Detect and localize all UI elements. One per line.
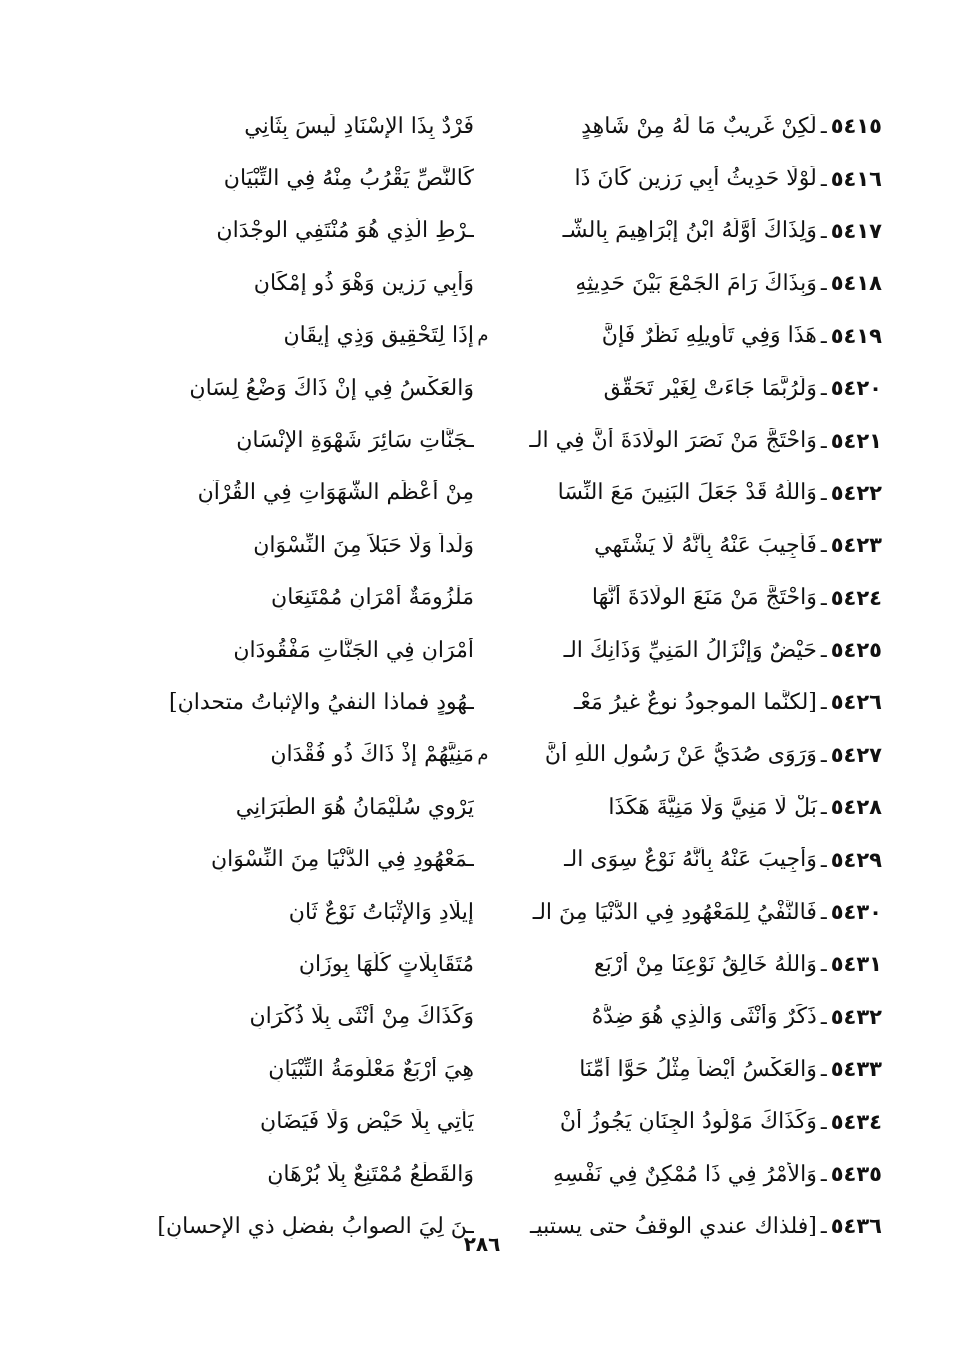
second-hemistich: وَالعَكْسُ فِي إِنْ ذَاكَ وَضْعُ لِسَانِ — [189, 375, 474, 401]
verse-separator: ـ — [820, 166, 827, 191]
first-hemistich — [492, 218, 882, 243]
verse-separator: ـ — [820, 900, 827, 925]
verse-separator: ـ — [820, 428, 827, 453]
verse-line — [82, 100, 882, 152]
first-hemistich-text: لَكِنْ غَرِيبٌ مَا لَهُ مِنْ شَاهِدٍ — [581, 113, 817, 139]
verse-number: ٥٤٢٠ — [830, 376, 882, 401]
first-hemistich-text: بَلْ لَا مَنِيَّ وَلَا مَنِيَّةَ هَكَذَا — [608, 794, 817, 820]
first-hemistich-text: فَأُجِيبَ عَنْهُ بِأَنَّهُ لَا يَشْتَهِي — [594, 532, 817, 558]
first-hemistich — [492, 1004, 882, 1029]
verse-number: ٥٤٢٢ — [830, 480, 882, 505]
verse-number: ٥٤٢٦ — [830, 690, 882, 715]
first-hemistich — [492, 114, 882, 139]
first-hemistich — [492, 585, 882, 610]
first-hemistich — [492, 428, 882, 453]
first-hemistich — [492, 376, 882, 401]
first-hemistich — [492, 952, 882, 977]
first-hemistich-text: وَالأَمْرُ فِي ذَا مُمْكِنٌ فِي نَفْسِهِ — [552, 1161, 817, 1187]
verse-number: ٥٤٣٥ — [830, 1162, 882, 1186]
verse-number: ٥٤٣٦ — [830, 1214, 882, 1239]
verse-line — [82, 624, 882, 676]
second-hemistich: إِذَا لِتَحْقِيقٍ وَذِي إِيقَانِ — [283, 323, 474, 349]
verse-number: ٥٤٣٢ — [830, 1004, 882, 1029]
verse-number: ٥٤٣٠ — [830, 900, 882, 925]
first-hemistich-text: وَلِذَاكَ أَوَّلَهُ ابْنُ إِبْرَاهِيمَ بِالشَّـ — [562, 218, 817, 244]
verse-separator: ـ — [820, 323, 827, 348]
verse-separator: ـ — [820, 114, 827, 139]
verse-line — [82, 781, 882, 833]
verse-line — [82, 886, 882, 938]
second-hemistich: ـنَ لِيَ الصوابُ بفضلِ ذي الإحسانِ] — [157, 1213, 474, 1239]
first-hemistich — [492, 271, 882, 296]
verse-mark: م — [477, 325, 489, 347]
verse-separator: ـ — [820, 638, 827, 663]
first-hemistich — [492, 847, 882, 872]
second-hemistich: مُتَقَابِلَاتٍ كُلُّهَا بِوِزَانِ — [298, 951, 474, 977]
verse-separator: ـ — [820, 795, 827, 820]
first-hemistich-text: [لكنَّما الموجودُ نوعٌ غيرُ مَعْـ — [573, 689, 817, 715]
second-hemistich: يَرْوِي سُلَيْمَانُ هُوَ الطَّبَرَانِي — [235, 794, 474, 820]
first-hemistich-text: ذَكَرٌ وَأُنْثَى وَالَّذِي هُوَ ضِدُّهُ — [591, 1004, 817, 1030]
first-hemistich-text: حَيْضٌ وَإِنْزَالُ المَنِيِّ وَذَانِكَ الـ — [563, 637, 817, 663]
verse-number: ٥٤١٧ — [830, 218, 882, 243]
verse-line — [82, 467, 882, 519]
first-hemistich-text: فَالنَّفْيُ لِلمَعْهُودِ فِي الدُّنْيَا مِنَ الـ — [532, 899, 817, 925]
second-hemistich: إِيلَادِ وَالإِثْبَاتُ نَوْعٌ ثَانِ — [288, 899, 474, 925]
verse-line — [82, 938, 882, 990]
verse-number: ٥٤١٩ — [830, 323, 882, 348]
first-hemistich — [492, 1057, 882, 1082]
verse-line — [82, 152, 882, 204]
verse-separator: ـ — [820, 742, 827, 767]
verse-separator: ـ — [820, 952, 827, 977]
verse-separator: ـ — [820, 1109, 827, 1134]
second-hemistich: مَنِيَّهُمْ إِذْ ذَاكَ ذُو فُقْدَانِ — [270, 742, 474, 768]
verse-line — [82, 572, 882, 624]
verse-separator: ـ — [820, 1004, 827, 1029]
verse-separator: ـ — [820, 218, 827, 243]
first-hemistich — [492, 742, 882, 767]
verse-number: ٥٤١٦ — [830, 166, 882, 191]
first-hemistich-text: [فلذاك عندي الوقفُ حتى يستبيـ — [530, 1213, 817, 1239]
first-hemistich — [492, 638, 882, 663]
verse-mark: م — [477, 744, 489, 766]
first-hemistich-text: وَأُجِيبَ عَنْهُ بِأَنَّهُ نَوْعٌ سِوَى الـ — [564, 847, 817, 873]
verse-line — [82, 257, 882, 309]
verse-number: ٥٤٣٤ — [830, 1109, 882, 1134]
verse-separator: ـ — [820, 271, 827, 296]
second-hemistich: فَرْدٌ بِذَا الإِسْنَادِ لَيسَ بِثَانِي — [244, 113, 474, 139]
second-hemistich: ـمَعْهُودِ فِي الدُّنْيَا مِنَ النِّسْوَانِ — [211, 847, 474, 873]
verse-separator: ـ — [820, 847, 827, 872]
verse-number: ٥٤٢٩ — [830, 847, 882, 872]
verse-line — [82, 1095, 882, 1147]
verse-separator: ـ — [820, 585, 827, 610]
second-hemistich: أَمْرَانِ فِي الجَنَّاتِ مَفْقُودَانِ — [233, 637, 474, 663]
first-hemistich — [492, 1162, 882, 1187]
verse-line — [82, 729, 882, 781]
first-hemistich-text: وَالعَكْسُ أَيْضاً مِثْلُ حَوَّا أُمِّنَا — [579, 1056, 817, 1082]
first-hemistich-text: وَبِذَاكَ رَامَ الجَمْعَ بَيْنَ حَدِيثِهِ — [575, 270, 817, 296]
verse-number: ٥٤١٨ — [830, 271, 882, 296]
verse-separator: ـ — [820, 376, 827, 401]
first-hemistich — [492, 166, 882, 191]
first-hemistich-text: وَكَذَاكَ مَوْلُودُ الجِنَانِ يَجُوزُ أَنْ — [559, 1109, 817, 1135]
second-hemistich: ـرْطِ الَّذِي هُوَ مُنْتَفِي الوِجْدَانِ — [216, 218, 474, 244]
first-hemistich — [492, 480, 882, 505]
second-hemistich: وَكَذَاكَ مِنْ أُنْثَى بِلَا ذُكْرَانِ — [249, 1004, 474, 1030]
first-hemistich-text: وَلَرُبَّمَا جَاءَتْ لِغَيْرِ تَحَقُّقٍ — [603, 375, 817, 401]
verse-line — [82, 362, 882, 414]
second-hemistich: ـهُودٍ فماذا النفيُ والإثباتُ متحدانِ] — [169, 689, 474, 715]
first-hemistich — [492, 795, 882, 820]
second-hemistich: وَالقَطْعُ مُمْتَنِعٌ بِلَا بُرْهَانِ — [267, 1161, 474, 1187]
verse-number: ٥٤٢٤ — [830, 585, 882, 610]
second-hemistich: كَالنَّصِّ يَقْرُبُ مِنْهُ فِي التِّبْيَانِ — [223, 166, 474, 192]
first-hemistich — [492, 533, 882, 558]
verse-number: ٥٤٣٣ — [830, 1057, 882, 1082]
second-hemistich: ـجَنَّاتِ سَائِرَ شَهْوَةِ الإِنْسَانِ — [236, 428, 474, 454]
verse-line — [82, 414, 882, 466]
first-hemistich — [492, 1109, 882, 1134]
verse-line — [82, 991, 882, 1043]
verse-line — [82, 1148, 882, 1200]
first-hemistich — [492, 323, 882, 348]
verse-number: ٥٤٢٧ — [830, 742, 882, 767]
verse-separator: ـ — [820, 533, 827, 558]
poem-verses — [82, 100, 882, 1253]
second-hemistich: مَلْزُومَةٌ أَمْرَانِ مُمْتَنِعَانِ — [271, 585, 474, 611]
first-hemistich-text: هَذَا وَفِي تَأْوِيلِهِ نَظَرٌ فَإِنَّ — [601, 323, 817, 349]
second-hemistich: وَلَداً وَلَا حَبَلاً مِنَ النِّسْوَانِ — [253, 532, 474, 558]
first-hemistich-text: وَاللَّهُ خَالِقُ نَوْعِنَا مِنْ أَرْبَعٍ — [593, 951, 817, 977]
verse-separator: ـ — [820, 1162, 827, 1186]
first-hemistich — [492, 900, 882, 925]
verse-line — [82, 310, 882, 362]
first-hemistich-text: وَرَوَى صُدَيُّ عَنْ رَسُولِ اللَّهِ أَنَّ — [544, 742, 817, 768]
verse-separator: ـ — [820, 1057, 827, 1082]
verse-number: ٥٤٢٥ — [830, 638, 882, 663]
second-hemistich: وَأَبِي رَزِينٍ وَهْوَ ذُو إِمْكَانِ — [253, 270, 474, 296]
verse-line — [82, 833, 882, 885]
first-hemistich-text: لَوْلَا حَدِيثُ أَبِي رَزِينٍ كَانَ ذَا — [574, 166, 817, 192]
verse-line — [82, 519, 882, 571]
verse-separator: ـ — [820, 690, 827, 715]
verse-separator: ـ — [820, 1214, 827, 1239]
verse-number: ٥٤٣١ — [830, 952, 882, 977]
verse-line — [82, 676, 882, 728]
first-hemistich — [492, 690, 882, 715]
verse-number: ٥٤٢٣ — [830, 533, 882, 558]
page-number: ٢٨٦ — [463, 1232, 501, 1256]
second-hemistich: هِيَ أَرْبَعٌ مَعْلُومَةُ التِّبْيَانِ — [268, 1056, 474, 1082]
first-hemistich-text: وَاحْتَجَّ مَنْ نَصَرَ الوِلَادَةَ أَنَّ فِي الـ — [529, 428, 817, 454]
verse-number: ٥٤١٥ — [830, 114, 882, 139]
verse-line — [82, 205, 882, 257]
second-hemistich: مِنْ أَعْظَمِ الشَّهَوَاتِ فِي القُرْآنِ — [197, 480, 474, 506]
verse-number: ٥٤٢٨ — [830, 795, 882, 820]
verse-number: ٥٤٢١ — [830, 428, 882, 453]
verse-separator: ـ — [820, 480, 827, 505]
first-hemistich-text: وَاللَّهُ قَدْ جَعَلَ البَنِينَ مَعَ النِّسَا — [557, 480, 817, 506]
verse-line — [82, 1043, 882, 1095]
first-hemistich-text: وَاحْتَجَّ مَنْ مَنَعَ الوِلَادَةَ أَنَّهَا — [591, 585, 817, 611]
second-hemistich: يَأْتِي بِلَا حَيْضٍ وَلَا فَيَضَانِ — [260, 1109, 474, 1135]
